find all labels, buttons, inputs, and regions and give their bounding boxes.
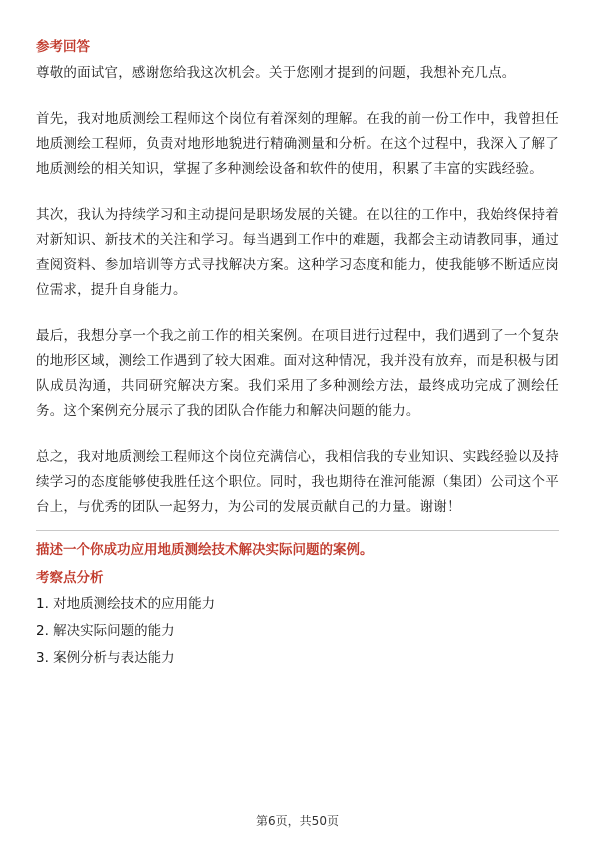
analysis-item: 3. 案例分析与表达能力 xyxy=(36,650,175,666)
page-footer: 第6页，共50页 xyxy=(256,814,339,828)
section-divider xyxy=(36,530,559,531)
answer-paragraph-second: 其次，我认为持续学习和主动提问是职场发展的关键。在以往的工作中，我始终保持着对新知识、新技术的关注和学习。每当遇到工作中的难题，我都会主动请教同事，通过查阅资料、参加培训等方式寻找解决方案。这种学习态度和能力，使我能够不断适应岗位需求，提升自身能力。 xyxy=(36,207,559,298)
analysis-heading: 考察点分析 xyxy=(36,570,104,586)
answer-paragraph-intro: 尊敬的面试官，感谢您给我这次机会。关于您刚才提到的问题，我想补充几点。 xyxy=(36,65,516,81)
answer-paragraph-first: 首先，我对地质测绘工程师这个岗位有着深刻的理解。在我的前一份工作中，我曾担任地质测绘工程师，负责对地形地貌进行精确测量和分析。在这个过程中，我深入了解了地质测绘的相关知识，掌握了多种测绘设备和软件的使用，积累了丰富的实践经验。 xyxy=(36,111,559,177)
analysis-list xyxy=(36,591,559,672)
answer-paragraph-third: 最后，我想分享一个我之前工作的相关案例。在项目进行过程中，我们遇到了一个复杂的地形区域，测绘工作遇到了较大困难。面对这种情况，我并没有放弃，而是积极与团队成员沟通，共同研究解决方案。我们采用了多种测绘方法，最终成功完成了测绘任务。这个案例充分展示了我的团队合作能力和解决问题的能力。 xyxy=(36,328,559,419)
answer-heading: 参考回答 xyxy=(36,39,90,55)
page-content xyxy=(36,36,559,672)
analysis-item: 2. 解决实际问题的能力 xyxy=(36,623,175,639)
answer-paragraph-conclusion: 总之，我对地质测绘工程师这个岗位充满信心，我相信我的专业知识、实践经验以及持续学习的态度能够使我胜任这个职位。同时，我也期待在淮河能源（集团）公司这个平台上，与优秀的团队一起努力，为公司的发展贡献自己的力量。谢谢！ xyxy=(36,449,559,515)
question-text: 描述一个你成功应用地质测绘技术解决实际问题的案例。 xyxy=(36,542,374,558)
analysis-item: 1. 对地质测绘技术的应用能力 xyxy=(36,596,216,612)
